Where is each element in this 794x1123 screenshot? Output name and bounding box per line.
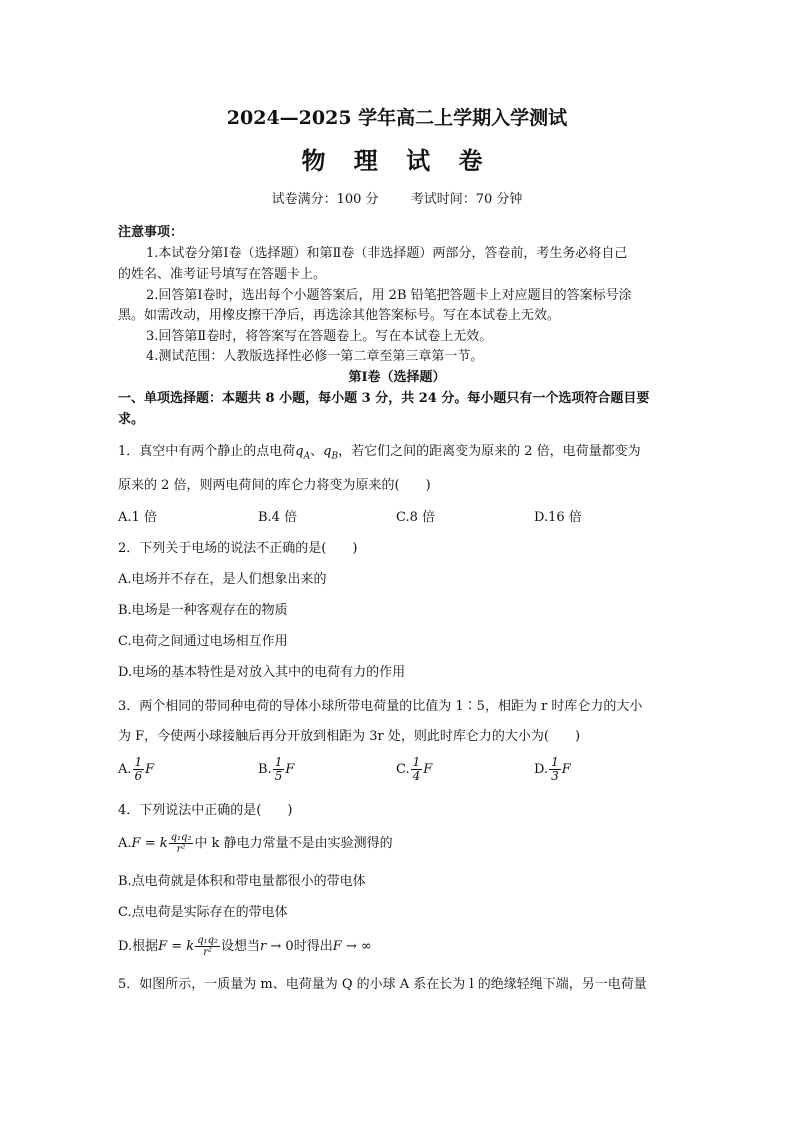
q3-option-d[interactable]: D. $\frac{1}{3}$ F xyxy=(534,755,571,783)
q4-option-c[interactable]: C.点电荷是实际存在的带电体 xyxy=(118,905,288,920)
section-instruction-line-1: 一、单项选择题：本题共 8 小题，每小题 3 分，共 24 分。每小题只有一个选项符合题目要 xyxy=(118,391,650,406)
note-2-line-1: 2.回答第Ⅰ卷时，选出每个小题答案后，用 2B 铅笔把答题卡上对应题目的答案标号涂 xyxy=(146,288,632,303)
full-score: 试卷满分：100 分 xyxy=(271,192,379,207)
q2-option-c[interactable]: C.电荷之间通过电场相互作用 xyxy=(118,634,288,649)
q2-option-d[interactable]: D.电场的基本特性是对放入其中的电荷有力的作用 xyxy=(118,665,406,680)
q3-option-c[interactable]: C. $\frac{1}{4}$ F xyxy=(396,755,433,783)
question-2-stem: 2．下列关于电场的说法不正确的是( ) xyxy=(118,541,358,556)
fraction: $\frac{1}{6}$ xyxy=(134,755,143,783)
note-4: 4.测试范围：人教版选择性必修一第二章至第三章第一节。 xyxy=(146,349,484,364)
q4-option-d[interactable]: D.根据F = k $\frac{\text{q₁q₂}}{\text{r²}}$ 设想当r → 0时得出F → ∞ xyxy=(118,935,372,958)
notes-heading: 注意事项： xyxy=(118,225,184,240)
note-3: 3.回答第Ⅱ卷时，将答案写在答题卷上。写在本试卷上无效。 xyxy=(146,329,493,344)
fraction: $\frac{1}{3}$ xyxy=(551,755,559,783)
q1-option-b[interactable]: B.4 倍 xyxy=(258,510,298,525)
note-1-line-2: 的姓名、准考证号填写在答题卡上。 xyxy=(118,267,327,282)
exam-info xyxy=(0,191,794,209)
q2-option-b[interactable]: B.电场是一种客观存在的物质 xyxy=(118,603,288,618)
question-1-line-1: 1．真空中有两个静止的点电荷$q_A$、$q_B$，若它们之间的距离变为原来的 2 倍，电荷量都变为 xyxy=(118,444,641,462)
q4-option-b[interactable]: B.点电荷就是体积和带电量都很小的带电体 xyxy=(118,874,366,889)
note-2-line-2: 黑。如需改动，用橡皮擦干净后，再选涂其他答案标号。写在本试卷上无效。 xyxy=(118,308,561,323)
q1-option-c[interactable]: C.8 倍 xyxy=(396,510,436,525)
question-4-stem: 4．下列说法中正确的是( ) xyxy=(118,803,293,818)
question-5-line-1: 5．如图所示，一质量为 m、电荷量为 Q 的小球 A 系在长为 l 的绝缘轻绳下端，另一电荷量 xyxy=(118,977,647,992)
fraction: $\frac{\text{q₁q₂}}{\text{r²}}$ xyxy=(170,832,192,855)
fraction: $\frac{1}{4}$ xyxy=(412,755,421,783)
q1-option-d[interactable]: D.16 倍 xyxy=(534,510,582,525)
q1-option-a[interactable]: A.1 倍 xyxy=(118,510,157,525)
question-1-line-2: 原来的 2 倍，则两电荷间的库仑力将变为原来的( ) xyxy=(118,478,431,493)
question-3-line-2: 为 F，今使两小球接触后再分开放到相距为 3r 处，则此时库仑力的大小为( ) xyxy=(118,729,581,744)
q2-option-a[interactable]: A.电场并不存在，是人们想象出来的 xyxy=(118,572,327,587)
subject-title: 物 理 试 卷 xyxy=(301,146,493,175)
exam-title: 2024—2025 学年高二上学期入学测试 xyxy=(226,107,568,129)
section-title: 第Ⅰ卷（选择题） xyxy=(348,370,446,385)
section-instruction-line-2: 求。 xyxy=(118,412,145,427)
note-1-line-1: 1.本试卷分第Ⅰ卷（选择题）和第Ⅱ卷（非选择题）两部分，答卷前，考生务必将自己 xyxy=(146,246,628,261)
q4-option-a[interactable]: A.F = k $\frac{\text{q₁q₂}}{\text{r²}}$ 中 k 静电力常量不是由实验测得的 xyxy=(118,832,393,855)
fraction: $\frac{1}{5}$ xyxy=(274,755,283,783)
exam-time: 考试时间：70 分钟 xyxy=(410,192,523,207)
fraction: $\frac{\text{q₁q₂}}{\text{r²}}$ xyxy=(197,935,219,958)
question-3-options xyxy=(118,756,698,790)
question-3-line-1: 3．两个相同的带同种电荷的导体小球所带电荷量的比值为 1∶5，相距为 r 时库仑力的大小 xyxy=(118,699,643,714)
q3-option-a[interactable]: A. $\frac{1}{6}$ F xyxy=(118,755,155,783)
q3-option-b[interactable]: B. $\frac{1}{5}$ F xyxy=(258,755,295,783)
